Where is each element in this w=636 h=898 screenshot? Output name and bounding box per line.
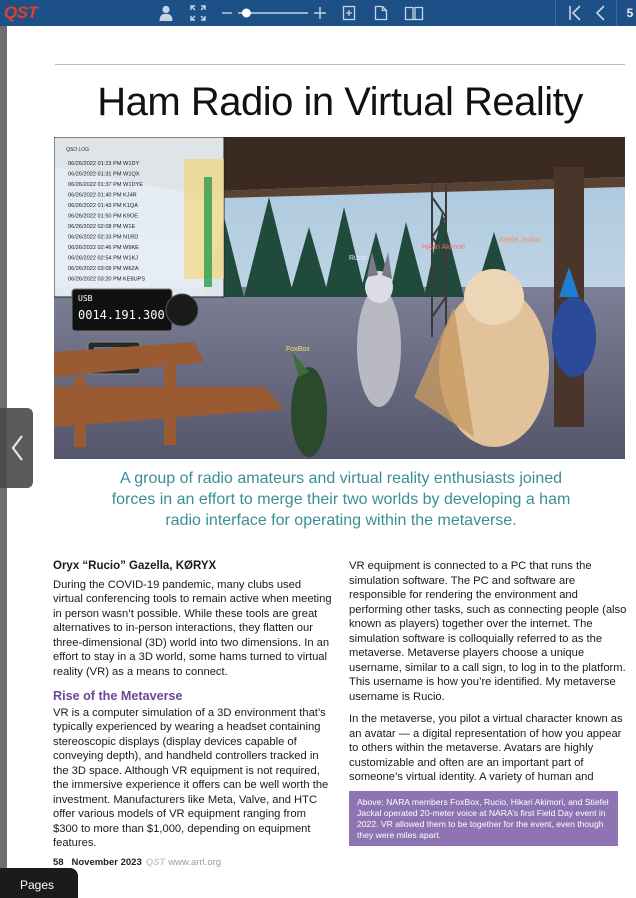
article-deck: A group of radio amateurs and virtual reality enthusiasts joined forces in an effort to merge their two worlds by developing a ham radio interface for operating within the metaverse. — [111, 470, 571, 529]
previous-page-side-button[interactable] — [0, 408, 33, 488]
fullscreen-icon[interactable] — [188, 3, 208, 23]
photo-caption-box: Above: NARA members FoxBox, Rucio, Hikari Akimori, and Stiefel Jackal operated 20-meter voice at NARA’s first Field Day event in 2022. VR allowed them to be together for the event, even though they were miles apart. — [349, 791, 618, 846]
zoom-out-icon[interactable] — [220, 3, 234, 23]
article-photo — [54, 137, 625, 459]
usb-label: USB — [78, 294, 93, 303]
name-tag-rucio: Rucio — [349, 255, 367, 262]
top-toolbar — [0, 0, 636, 26]
log-row: 06/26/2022 01:31 PM W1QX — [68, 171, 140, 178]
magazine-page — [7, 26, 636, 898]
log-row: 06/26/2022 03:09 PM W6ZA — [68, 266, 139, 272]
page-footer — [53, 857, 221, 868]
page-icon[interactable] — [372, 3, 390, 23]
log-row: 06/26/2022 01:40 PM KJ4R — [68, 192, 137, 199]
qst-logo[interactable]: QST — [4, 3, 38, 22]
book-view-icon[interactable] — [403, 3, 425, 23]
log-row: 06/26/2022 02:54 PM W1KJ — [68, 255, 138, 262]
footer-issue: November 2023 — [71, 857, 142, 868]
name-tag-hikari: Hikari Akimori — [422, 244, 465, 251]
log-row: 06/26/2022 03:20 PM KE8UPS — [68, 276, 146, 283]
name-tag-stiefel: Stiefel Jackal — [499, 237, 541, 244]
zoom-in-icon[interactable] — [312, 3, 328, 23]
footer-page-number: 58 — [53, 857, 64, 868]
radio-frequency-display — [72, 289, 172, 331]
column-2-paragraph-2: In the metaverse, you pilot a virtual character known as an avatar — a digital representation of how you appear to others within the metaverse. Avatars are highly customizable and often are an important part of someone’s virtual identity. A variety of human and — [349, 713, 623, 783]
log-row: 06/26/2022 01:43 PM K1QA — [68, 203, 138, 209]
user-icon[interactable] — [157, 3, 175, 23]
log-row: 06/26/2022 02:08 PM W1E — [68, 224, 136, 230]
frequency-readout: 0014.191.300 — [78, 308, 165, 322]
previous-page-icon[interactable] — [593, 3, 607, 23]
column-1 — [53, 559, 333, 851]
log-row: 06/26/2022 02:33 PM N1RD — [68, 234, 139, 241]
svg-text:QSO LOG: QSO LOG — [66, 147, 90, 153]
pages-tab[interactable]: Pages — [0, 868, 78, 898]
log-row: 06/26/2022 01:37 PM W1DYE — [68, 182, 143, 188]
column-2-paragraph-1: VR equipment is connected to a PC that runs the simulation software. The PC and software are responsible for rendering the environment and performing other tasks, such as connecting people (also known as players) together over the internet. The simulation software is colloquially referred to as the metaverse. Metaverse players choose a unique username, similar to a call sign, to log in to the platform. This username is how you’re identified. My metaverse username is Rucio. — [349, 560, 627, 703]
zoom-slider[interactable] — [236, 3, 310, 23]
footer-magazine: QST — [145, 857, 166, 868]
bookmark-add-icon[interactable] — [340, 3, 358, 23]
page-number-indicator: 5 — [626, 6, 634, 20]
log-row: 06/26/2022 01:23 PM W1DY — [68, 161, 140, 167]
intro-paragraph: During the COVID-19 pandemic, many clubs used virtual conferencing tools to remain active when meeting in person wasn’t possible. While these tools are great alternatives to in-person interactions, they flatten our three-dimensional (3D) world into two dimensions. In an effort to stay in a 3D world, some hams turned to virtual reality (VR) as a means to connect. — [53, 578, 332, 678]
chevron-left-icon — [10, 434, 24, 462]
footer-url: www.arrl.org — [168, 857, 222, 868]
column-2 — [349, 559, 629, 785]
log-row: 06/26/2022 02:46 PM W9KE — [68, 245, 139, 251]
author-byline: Oryx “Rucio” Gazella, KØRYX — [53, 560, 217, 572]
tuning-knob — [166, 294, 198, 326]
section-heading: Rise of the Metaverse — [53, 689, 183, 703]
section-paragraph: VR is a computer simulation of a 3D environment that’s typically experienced by wearing a headset containing stereoscopic displays (display devices capable of conveying depth), and handheld controllers tracked in the 3D space. Although VR equipment is not required, the immersive experience it offers can be well worth the investment. Manufacturers like Meta, Valve, and HTC offer various models of VR equipment ranging from $300 to more than $1,000, depending on equipment features. — [53, 706, 329, 849]
log-row: 06/26/2022 01:50 PM K9OE — [68, 213, 138, 220]
article-title: Ham Radio in Virtual Reality — [97, 80, 583, 124]
top-rule — [55, 64, 625, 65]
name-tag-foxbox: FoxBox — [286, 346, 310, 353]
first-page-icon[interactable] — [566, 3, 584, 23]
